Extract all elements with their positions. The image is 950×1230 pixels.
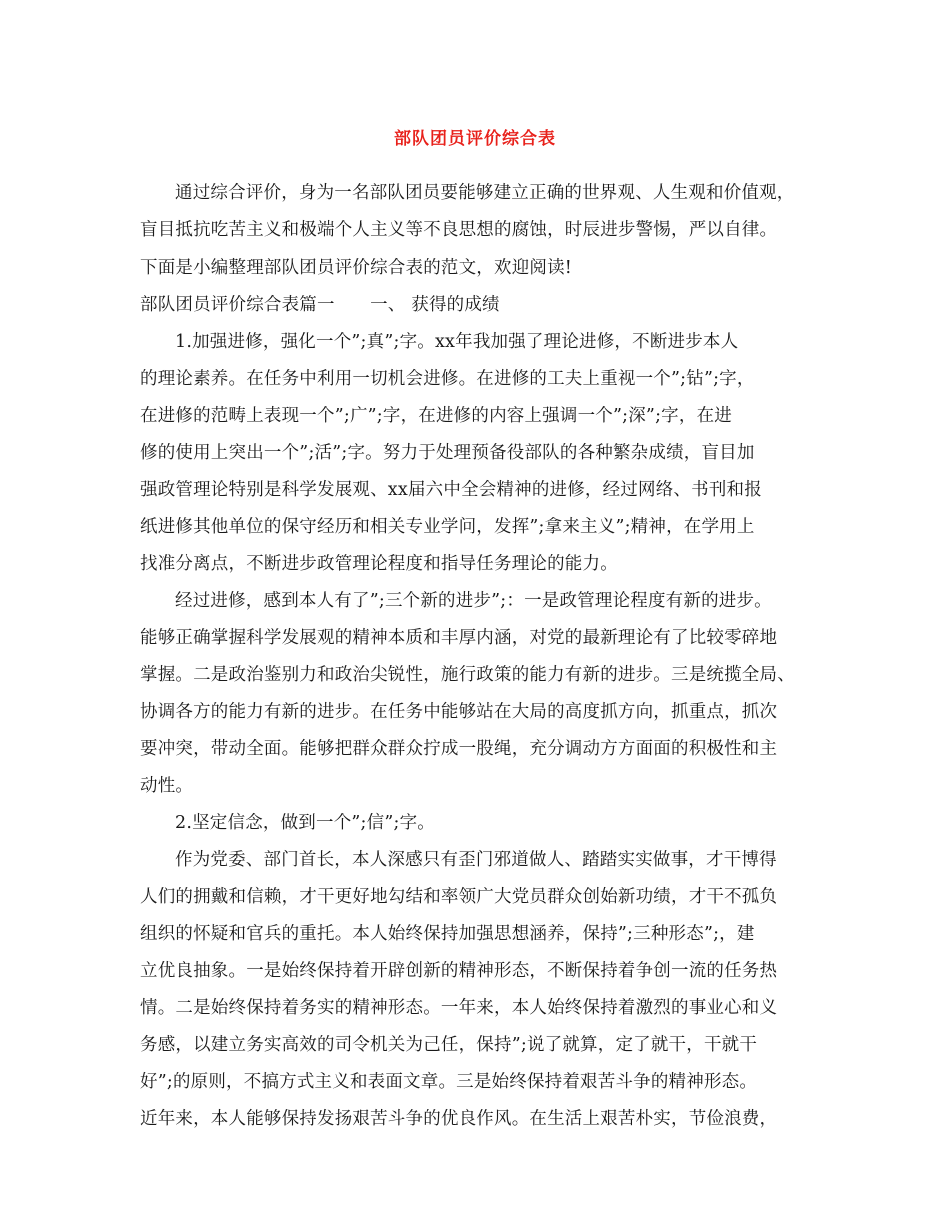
paragraph-line: 下面是小编整理部队团员评价综合表的范文，欢迎阅读! — [140, 258, 573, 278]
paragraph-line: 组织的怀疑和官兵的重托。本人始终保持加强思想涵养，保持”;三种形态”;，建 — [140, 924, 755, 944]
paragraph-line: 好”;的原则，不搞方式主义和表面文章。三是始终保持着艰苦斗争的精神形态。 — [140, 1072, 758, 1092]
paragraph-line: 动性。 — [140, 776, 194, 796]
document-title: 部队团员评价综合表 — [394, 129, 556, 149]
paragraph-line: 人们的拥戴和信赖，才干更好地勾结和率领广大党员群众创始新功绩，才干不孤负 — [140, 887, 778, 907]
paragraph-line: 经过进修，感到本人有了”;三个新的进步”;：一是政管理论程度有新的进步。 — [175, 591, 772, 611]
paragraph-line: 在进修的范畴上表现一个”;广”;字，在进修的内容上强调一个”;深”;字，在进 — [140, 406, 732, 426]
paragraph-line: 掌握。二是政治鉴别力和政治尖锐性，施行政策的能力有新的进步。三是统揽全局、 — [140, 665, 795, 685]
paragraph-line: 能够正确掌握科学发展观的精神本质和丰厚内涵，对党的最新理论有了比较零碎地 — [140, 628, 778, 648]
paragraph-line: 立优良抽象。一是始终保持着开辟创新的精神形态，不断保持着争创一流的任务热 — [140, 961, 778, 981]
paragraph-line: 1.加强进修，强化一个”;真”;字。xx年我加强了理论进修，不断进步本人 — [175, 332, 739, 352]
paragraph-line: 2.坚定信念，做到一个”;信”;字。 — [175, 813, 435, 833]
paragraph-line: 找准分离点，不断进步政管理论程度和指导任务理论的能力。 — [140, 554, 618, 574]
paragraph-line: 协调各方的能力有新的进步。在任务中能够站在大局的高度抓方向，抓重点，抓次 — [140, 702, 778, 722]
paragraph-line: 情。二是始终保持着务实的精神形态。一年来，本人始终保持着激烈的事业心和义 — [140, 998, 778, 1018]
paragraph-line: 要冲突，带动全面。能够把群众群众拧成一股绳，充分调动方方面面的积极性和主 — [140, 739, 778, 759]
section-heading-line: 部队团员评价综合表篇一 一、 获得的成绩 — [140, 295, 500, 315]
paragraph-line: 近年来，本人能够保持发扬艰苦斗争的优良作风。在生活上艰苦朴实，节俭浪费， — [140, 1109, 778, 1129]
paragraph-line: 强政管理论特别是科学发展观、xx届六中全会精神的进修，经过网络、书刊和报 — [140, 480, 762, 500]
paragraph-line: 作为党委、部门首长，本人深感只有歪门邪道做人、踏踏实实做事，才干博得 — [175, 850, 777, 870]
paragraph-line: 务感，以建立务实高效的司令机关为己任，保持”;说了就算，定了就干，干就干 — [140, 1035, 758, 1055]
paragraph-line: 通过综合评价，身为一名部队团员要能够建立正确的世界观、人生观和价值观， — [175, 183, 795, 203]
paragraph-line: 盲目抵抗吃苦主义和极端个人主义等不良思想的腐蚀，时辰进步警惕，严以自律。 — [140, 220, 778, 240]
paragraph-line: 纸进修其他单位的保守经历和相关专业学问，发挥”;拿来主义”;精神，在学用上 — [140, 517, 755, 537]
paragraph-line: 修的使用上突出一个”;活”;字。努力于处理预备役部队的各种繁杂成绩，盲目加 — [140, 443, 755, 463]
paragraph-line: 的理论素养。在任务中利用一切机会进修。在进修的工夫上重视一个”;钻”;字， — [140, 369, 755, 389]
